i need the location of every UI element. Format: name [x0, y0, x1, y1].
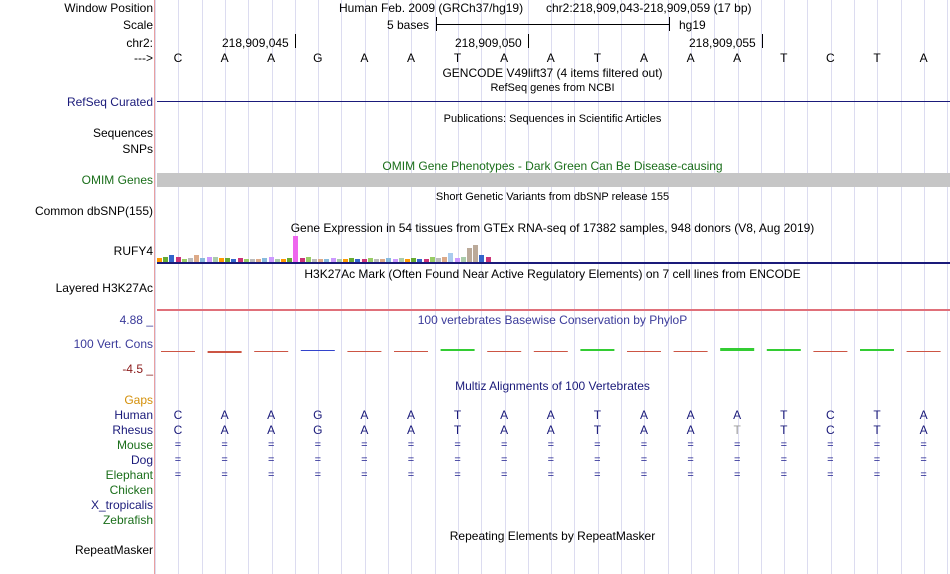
snps-label[interactable]: SNPs [122, 142, 153, 156]
base-letter: A [686, 423, 695, 437]
alignment-match-symbol: = [827, 469, 834, 481]
base-letter: C [826, 423, 835, 437]
alignment-match-symbol: = [267, 469, 275, 481]
multiz-track-title[interactable]: Multiz Alignments of 100 Vertebrates [455, 379, 650, 393]
alignment-match-symbol: = [780, 469, 788, 481]
alignment-match-symbol: = [314, 439, 322, 451]
scale-label: Scale [122, 18, 153, 32]
alignment-match-symbol: = [687, 469, 694, 481]
alignment-match-symbol: = [687, 454, 694, 466]
base-letter: A [360, 51, 369, 65]
alignment-match-symbol: = [594, 439, 601, 451]
alignment-match-symbol: = [640, 469, 648, 481]
phylop-track-label[interactable]: 100 Vert. Cons [73, 337, 153, 351]
alignment-match-symbol: = [314, 454, 322, 466]
h3k27ac-track-title[interactable]: H3K27Ac Mark (Often Found Near Active Regulatory Elements) on 7 cell lines from ENCODE [304, 267, 801, 281]
base-letter: A [220, 408, 229, 422]
coord-label-2: 218,909,050 [455, 36, 522, 50]
base-letter: A [686, 408, 695, 422]
base-letter: A [639, 408, 648, 422]
base-letter: C [826, 51, 835, 65]
alignment-match-symbol: = [827, 454, 834, 466]
base-letter: T [593, 408, 602, 422]
position-text: chr2:218,909,043-218,909,059 (17 bp) [546, 1, 752, 15]
alignment-match-symbol: = [221, 454, 228, 466]
alignment-match-symbol: = [920, 439, 927, 451]
alignment-match-symbol: = [733, 454, 741, 466]
refseq-track-label[interactable]: RefSeq Curated [66, 95, 153, 109]
base-letter: G [313, 408, 323, 422]
alignment-match-symbol: = [407, 454, 415, 466]
base-letter: A [267, 51, 276, 65]
alignment-match-symbol: = [780, 454, 788, 466]
base-letter: T [780, 408, 788, 422]
alignment-match-symbol: = [873, 469, 881, 481]
alignment-match-symbol: = [547, 454, 555, 466]
alignment-match-symbol: = [594, 454, 601, 466]
chrom-label: chr2: [126, 36, 153, 50]
alignment-match-symbol: = [174, 454, 182, 466]
alignment-match-symbol: = [594, 469, 601, 481]
alignment-match-symbol: = [640, 454, 648, 466]
coord-label-1: 218,909,045 [222, 36, 289, 50]
species-dog-label[interactable]: Dog [130, 453, 153, 467]
coord-label-3: 218,909,055 [689, 36, 756, 50]
alignment-match-symbol: = [733, 439, 741, 451]
alignment-match-symbol: = [454, 439, 461, 451]
base-letter: A [639, 423, 648, 437]
base-letter: A [546, 423, 555, 437]
alignment-match-symbol: = [221, 469, 228, 481]
base-letter: C [826, 408, 835, 422]
alignment-match-symbol: = [407, 469, 415, 481]
base-letter: A [360, 423, 369, 437]
base-letter: C [173, 408, 183, 422]
base-letter: A [686, 51, 695, 65]
h3k27ac-track-label[interactable]: Layered H3K27Ac [55, 281, 153, 295]
base-letter: A [360, 408, 369, 422]
species-rhesus-label[interactable]: Rhesus [112, 423, 153, 437]
alignment-match-symbol: = [920, 469, 927, 481]
alignment-match-symbol: = [407, 439, 415, 451]
strand-label: ---> [134, 51, 153, 65]
phylop-min-label: -4.5 _ [122, 362, 153, 376]
base-letter: T [873, 408, 881, 422]
base-letter: A [733, 51, 742, 65]
alignment-match-symbol: = [827, 439, 834, 451]
base-letter: T [593, 51, 602, 65]
base-letter: T [780, 51, 788, 65]
alignment-match-symbol: = [174, 439, 182, 451]
base-letter: A [919, 423, 928, 437]
alignment-match-symbol: = [221, 439, 228, 451]
species-chicken-label[interactable]: Chicken [109, 483, 153, 497]
alignment-equal-rows [155, 0, 950, 574]
data-area-border [154, 0, 155, 574]
species-elephant-label[interactable]: Elephant [105, 468, 153, 482]
base-letter: T [873, 51, 881, 65]
base-letter: G [313, 423, 323, 437]
gencode-track-title[interactable]: GENCODE V49lift37 (4 items filtered out) [442, 66, 663, 80]
alignment-match-symbol: = [687, 439, 694, 451]
alignment-match-symbol: = [500, 439, 508, 451]
refseq-subtitle: RefSeq genes from NCBI [490, 82, 615, 94]
base-letter: A [220, 423, 229, 437]
base-letter: C [173, 51, 183, 65]
base-letter: T [593, 423, 602, 437]
base-letter: A [220, 51, 229, 65]
alignment-match-symbol: = [780, 439, 788, 451]
sequences-label[interactable]: Sequences [92, 126, 153, 140]
phylop-max-label: 4.88 _ [119, 313, 153, 327]
alignment-match-symbol: = [454, 469, 461, 481]
alignment-match-symbol: = [500, 454, 508, 466]
base-letter: A [406, 423, 415, 437]
base-letter: C [173, 423, 183, 437]
base-letter: A [500, 408, 509, 422]
repeatmasker-track-label[interactable]: RepeatMasker [74, 543, 153, 557]
alignment-match-symbol: = [267, 439, 275, 451]
base-letter: A [267, 423, 276, 437]
window-position-label: Window Position [64, 1, 153, 15]
base-letter: T [780, 423, 788, 437]
dbsnp-track-label[interactable]: Common dbSNP(155) [34, 204, 153, 218]
base-letter: T [453, 423, 462, 437]
alignment-match-symbol: = [873, 439, 881, 451]
base-letter: T [733, 423, 741, 437]
publications-track-title[interactable]: Publications: Sequences in Scientific Articles [443, 113, 662, 125]
dbsnp-track-title[interactable]: Short Genetic Variants from dbSNP release 155 [435, 191, 670, 203]
alignment-match-symbol: = [267, 454, 275, 466]
alignment-match-symbol: = [733, 469, 741, 481]
alignment-match-symbol: = [454, 454, 461, 466]
gtex-gene-label[interactable]: RUFY4 [113, 244, 153, 258]
scale-db: hg19 [679, 18, 706, 32]
repeatmasker-track-title[interactable]: Repeating Elements by RepeatMasker [449, 529, 656, 543]
alignment-match-symbol: = [873, 454, 881, 466]
omim-track-title[interactable]: OMIM Gene Phenotypes - Dark Green Can Be Disease-causing [382, 159, 723, 173]
alignment-match-symbol: = [314, 469, 322, 481]
alignment-match-symbol: = [920, 454, 927, 466]
base-letter: A [919, 51, 928, 65]
base-letter: A [406, 408, 415, 422]
base-letter: T [453, 51, 462, 65]
base-letter: A [919, 408, 928, 422]
base-letter: G [313, 51, 323, 65]
base-letter: A [733, 408, 742, 422]
base-letter: A [267, 408, 276, 422]
scale-bases: 5 bases [387, 18, 430, 32]
alignment-match-symbol: = [361, 439, 368, 451]
assembly-text: Human Feb. 2009 (GRCh37/hg19) [339, 1, 524, 15]
alignment-match-symbol: = [547, 469, 555, 481]
alignment-match-symbol: = [174, 469, 182, 481]
base-letter: A [639, 51, 648, 65]
species-mouse-label[interactable]: Mouse [116, 438, 153, 452]
phylop-track-title[interactable]: 100 vertebrates Basewise Conservation by PhyloP [417, 313, 688, 327]
gaps-label: Gaps [124, 393, 153, 407]
omim-track-label[interactable]: OMIM Genes [81, 173, 153, 187]
base-letter: A [500, 423, 509, 437]
base-letter: A [546, 408, 555, 422]
species-zebrafish-label[interactable]: Zebrafish [102, 513, 153, 527]
alignment-match-symbol: = [500, 469, 508, 481]
base-letter: T [873, 423, 881, 437]
alignment-match-symbol: = [547, 439, 555, 451]
alignment-match-symbol: = [361, 469, 368, 481]
species-xtropicalis-label[interactable]: X_tropicalis [90, 498, 153, 512]
alignment-match-symbol: = [640, 439, 648, 451]
gtex-track-title[interactable]: Gene Expression in 54 tissues from GTEx RNA-seq of 17382 samples, 948 donors (V8, Aug 2019) [290, 221, 815, 235]
alignment-match-symbol: = [361, 454, 368, 466]
species-human-label[interactable]: Human [114, 408, 153, 422]
base-letter: A [546, 51, 555, 65]
base-letter: T [453, 408, 462, 422]
base-letter: A [406, 51, 415, 65]
base-letter: A [500, 51, 509, 65]
